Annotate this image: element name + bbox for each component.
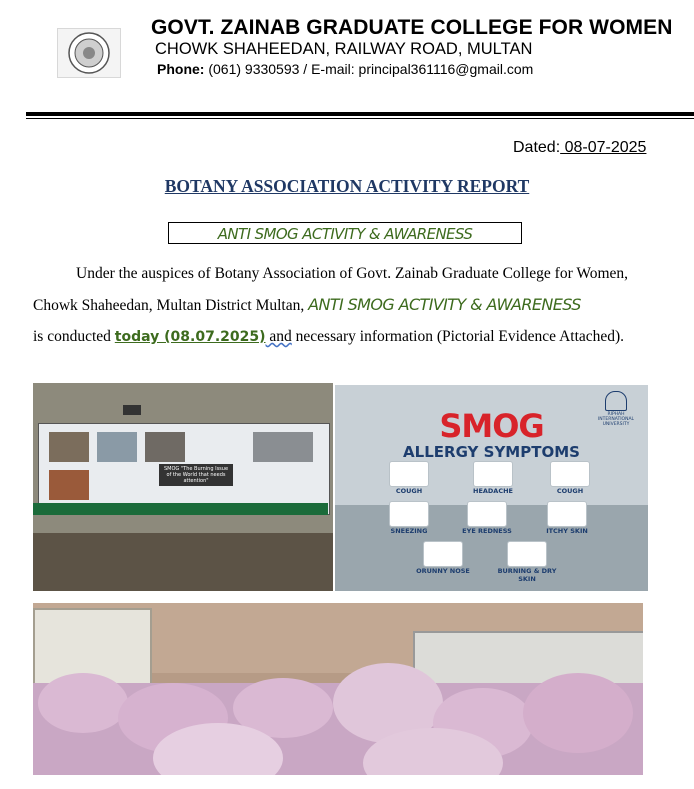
cough-icon	[550, 461, 590, 487]
college-address: CHOWK SHAHEEDAN, RAILWAY ROAD, MULTAN	[155, 40, 533, 58]
symptom-item	[457, 501, 517, 535]
sneezing-icon	[389, 501, 429, 527]
banner-image	[253, 432, 313, 462]
para-line-2-start: Chowk Shaheedan, Multan District Multan,	[33, 297, 309, 314]
para-and: and	[265, 328, 292, 345]
symptom-label: ORUNNY NOSE	[416, 567, 470, 575]
banner-image	[49, 470, 89, 500]
university-name: RIPHAH INTERNATIONAL UNIVERSITY	[597, 412, 635, 427]
smog-banner	[38, 423, 330, 515]
banner-image	[97, 432, 137, 462]
symptom-label: SNEEZING	[390, 527, 428, 535]
para-date: today (08.07.2025)	[114, 329, 266, 345]
banner-urdu-strip	[33, 503, 328, 515]
symptom-label: EYE REDNESS	[462, 527, 512, 535]
college-name: GOVT. ZAINAB GRADUATE COLLEGE FOR WOMEN	[151, 16, 673, 39]
banner-image	[145, 432, 185, 462]
dated-line	[513, 139, 646, 157]
symptom-item	[379, 461, 439, 495]
symptom-label: BURNING & DRY SKIN	[497, 567, 557, 583]
phone-label: Phone:	[157, 61, 205, 77]
symptom-item	[540, 461, 600, 495]
cough-icon	[389, 461, 429, 487]
dated-value: 08-07-2025	[560, 139, 647, 156]
whiteboard	[413, 631, 643, 687]
header-divider-thin	[26, 118, 694, 119]
symptom-item	[537, 501, 597, 535]
student	[38, 673, 128, 733]
para-line-1: Under the auspices of Botany Association of Govt. Zainab Graduate College for Women,	[76, 265, 629, 282]
dated-label: Dated:	[513, 139, 561, 156]
report-paragraph	[33, 258, 663, 353]
student	[523, 673, 633, 753]
wall-clock	[123, 405, 141, 415]
para-activity-name: ANTI SMOG ACTIVITY & AWARENESS	[308, 295, 581, 314]
college-logo	[57, 28, 121, 78]
para-line-3-end: necessary information (Pictorial Evidence Attached).	[291, 328, 625, 345]
para-line-3-start: is conducted	[33, 328, 115, 345]
banner-image	[49, 432, 89, 462]
symptom-label: HEADACHE	[473, 487, 513, 495]
header-divider	[26, 112, 694, 116]
symptom-label: COUGH	[556, 487, 584, 495]
photo-table	[33, 533, 333, 591]
poster-title: SMOG	[439, 407, 544, 445]
eye-redness-icon	[467, 501, 507, 527]
contact-line	[157, 61, 533, 77]
headache-icon	[473, 461, 513, 487]
photo-banner-display	[33, 383, 333, 591]
poster-subtitle: ALLERGY SYMPTOMS	[403, 443, 580, 461]
activity-title-box: ANTI SMOG ACTIVITY & AWARENESS	[168, 222, 522, 244]
symptom-item	[379, 501, 439, 535]
symptom-label: ITCHY SKIN	[546, 527, 588, 535]
itchy-skin-icon	[547, 501, 587, 527]
burning-skin-icon	[507, 541, 547, 567]
runny-nose-icon	[423, 541, 463, 567]
symptom-item	[463, 461, 523, 495]
symptom-item	[413, 541, 473, 575]
phone-email: (061) 9330593 / E-mail: principal361116@gmail.com	[204, 61, 534, 77]
photo-classroom	[33, 603, 643, 775]
para-line-3	[33, 321, 663, 353]
banner-caption: SMOG "The Burning Issue of the World that needs attention"	[159, 464, 233, 486]
para-line-2	[33, 289, 663, 321]
report-title: BOTANY ASSOCIATION ACTIVITY REPORT	[164, 176, 530, 196]
symptom-item	[497, 541, 557, 583]
symptom-label: COUGH	[395, 487, 423, 495]
smog-allergy-poster	[335, 385, 648, 591]
